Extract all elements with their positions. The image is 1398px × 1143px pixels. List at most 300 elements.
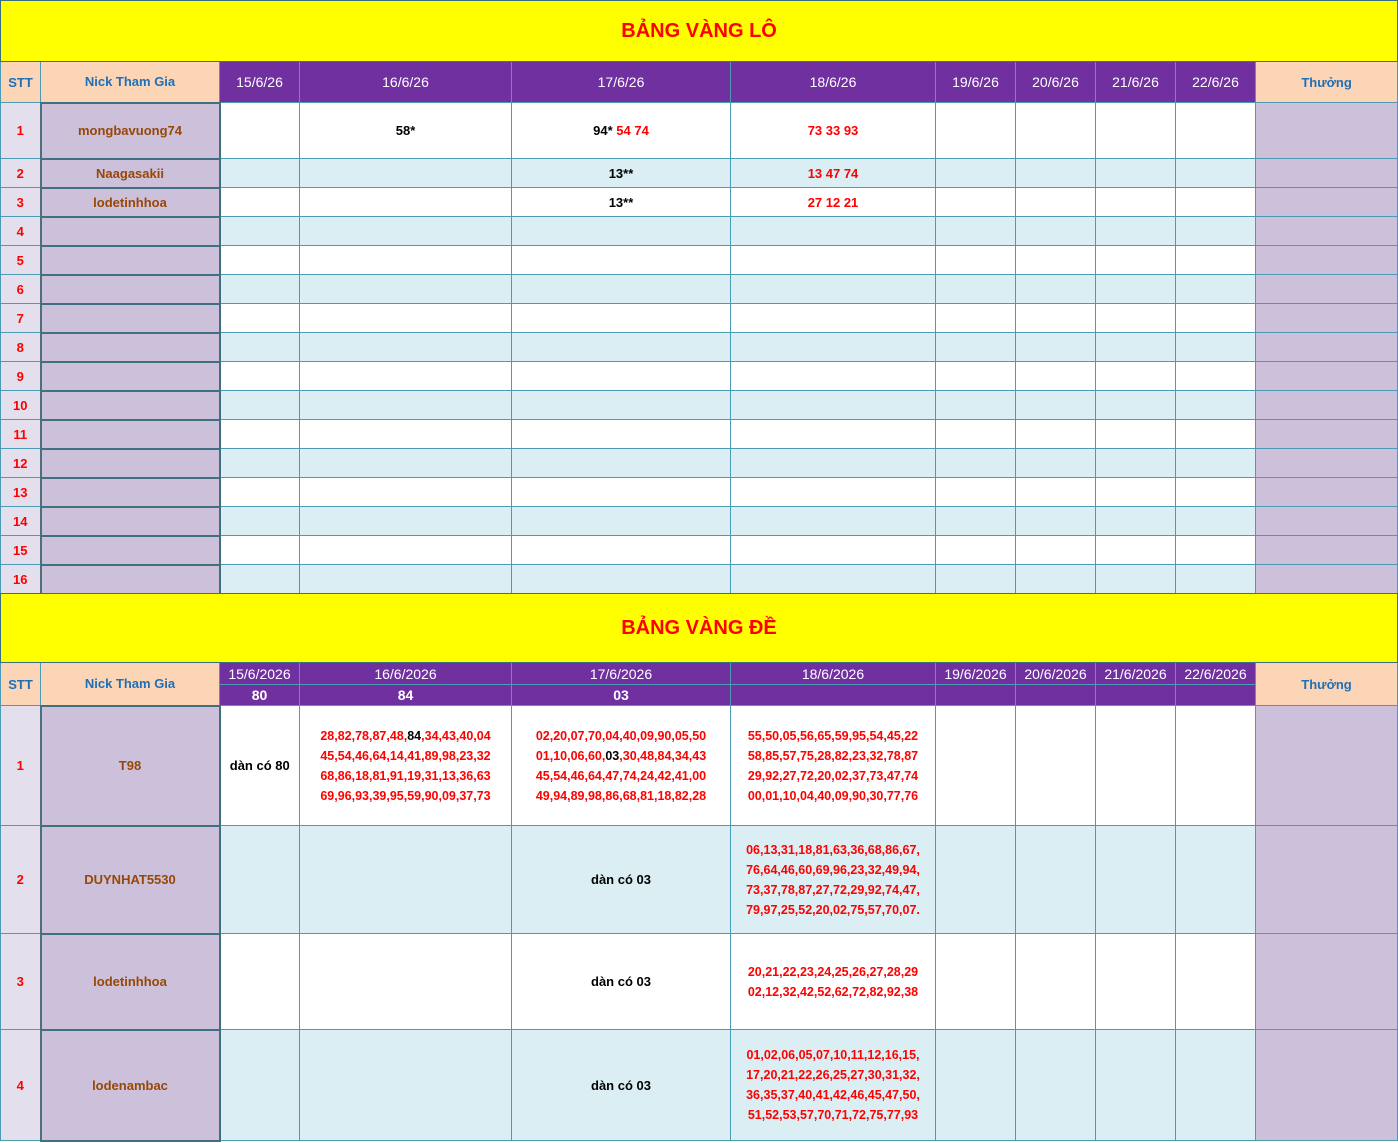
pick-cell bbox=[1016, 706, 1096, 826]
de-row bbox=[1, 706, 1398, 826]
lo-row bbox=[1, 478, 1398, 507]
result-cell bbox=[1176, 685, 1256, 706]
pick-cell bbox=[1176, 706, 1256, 826]
de-header-row bbox=[1, 663, 1398, 685]
pick-cell bbox=[731, 507, 936, 536]
stt-cell: 10 bbox=[1, 391, 41, 420]
nick-header: Nick Tham Gia bbox=[41, 663, 220, 706]
pick-cell bbox=[1176, 420, 1256, 449]
pick-cell bbox=[731, 420, 936, 449]
pick-cell bbox=[300, 478, 512, 507]
pick-cell bbox=[1016, 103, 1096, 159]
stt-cell: 4 bbox=[1, 217, 41, 246]
reward-cell bbox=[1256, 188, 1398, 217]
result-cell bbox=[1096, 685, 1176, 706]
date-header: 17/6/2026 bbox=[512, 663, 731, 685]
pick-cell bbox=[512, 478, 731, 507]
pick-cell bbox=[936, 536, 1016, 565]
pick-cell bbox=[300, 362, 512, 391]
reward-cell bbox=[1256, 333, 1398, 362]
reward-cell bbox=[1256, 934, 1398, 1030]
lo-row bbox=[1, 507, 1398, 536]
stt-cell: 16 bbox=[1, 565, 41, 594]
pick-cell bbox=[512, 565, 731, 594]
pick-cell bbox=[1176, 362, 1256, 391]
reward-cell bbox=[1256, 536, 1398, 565]
number-line: 73,37,78,87,27,72,29,92,74,47, bbox=[746, 882, 920, 897]
lo-row bbox=[1, 275, 1398, 304]
pick-cell bbox=[220, 449, 300, 478]
stt-cell: 12 bbox=[1, 449, 41, 478]
pick-cell bbox=[1016, 934, 1096, 1030]
stt-cell: 1 bbox=[1, 706, 41, 826]
pick-cell bbox=[1016, 304, 1096, 333]
lo-row bbox=[1, 565, 1398, 594]
pick-cell bbox=[936, 826, 1016, 934]
pick-cell bbox=[300, 826, 512, 934]
nick-cell bbox=[41, 507, 220, 536]
pick-cell bbox=[220, 826, 300, 934]
pick-cell bbox=[1096, 449, 1176, 478]
number-line: 79,97,25,52,20,02,75,57,70,07. bbox=[746, 902, 920, 917]
pick-cell bbox=[300, 246, 512, 275]
date-header: 20/6/26 bbox=[1016, 62, 1096, 103]
number-set-cell bbox=[300, 706, 512, 826]
de-table-title: BẢNG VÀNG ĐỀ bbox=[1, 594, 1398, 663]
pick-cell bbox=[220, 1030, 300, 1141]
pick-cell bbox=[1016, 1030, 1096, 1141]
pick-cell bbox=[512, 217, 731, 246]
reward-cell bbox=[1256, 478, 1398, 507]
nick-cell bbox=[41, 420, 220, 449]
number-line: 06,13,31,18,81,63,36,68,86,67, bbox=[746, 842, 920, 857]
pick-cell bbox=[220, 391, 300, 420]
reward-cell bbox=[1256, 217, 1398, 246]
pick-cell bbox=[731, 217, 936, 246]
number-line: 17,20,21,22,26,25,27,30,31,32, bbox=[746, 1068, 920, 1082]
stt-cell: 2 bbox=[1, 159, 41, 188]
pick-cell bbox=[300, 536, 512, 565]
pick-cell bbox=[300, 217, 512, 246]
pick-cell bbox=[936, 103, 1016, 159]
pick-cell bbox=[1176, 507, 1256, 536]
pick-cell bbox=[1096, 188, 1176, 217]
pick-cell bbox=[1096, 362, 1176, 391]
nick-cell: Naagasakii bbox=[41, 159, 220, 188]
pick-cell bbox=[512, 304, 731, 333]
stt-cell: 13 bbox=[1, 478, 41, 507]
pick-cell bbox=[300, 507, 512, 536]
pick-cell bbox=[936, 246, 1016, 275]
date-header: 15/6/26 bbox=[220, 62, 300, 103]
pick-cell bbox=[731, 304, 936, 333]
stt-cell: 1 bbox=[1, 103, 41, 159]
pick-cell bbox=[731, 478, 936, 507]
pick-cell bbox=[936, 217, 1016, 246]
pick-cell bbox=[220, 478, 300, 507]
stt-cell: 5 bbox=[1, 246, 41, 275]
number-set-cell bbox=[731, 826, 936, 934]
pick-cell bbox=[1096, 507, 1176, 536]
number-line: 02,20,07,70,04,40,09,90,05,50 bbox=[535, 728, 707, 743]
number-line: 51,52,53,57,70,71,72,75,77,93 bbox=[747, 1108, 919, 1122]
stt-cell: 6 bbox=[1, 275, 41, 304]
pick-cell bbox=[936, 304, 1016, 333]
pick-cell bbox=[1176, 449, 1256, 478]
date-header: 21/6/26 bbox=[1096, 62, 1176, 103]
pick-cell: 27 12 21 bbox=[731, 188, 936, 217]
date-header: 22/6/2026 bbox=[1176, 663, 1256, 685]
nick-cell: lodenambac bbox=[41, 1030, 220, 1141]
pick-cell bbox=[1016, 420, 1096, 449]
date-header: 21/6/2026 bbox=[1096, 663, 1176, 685]
pick-cell bbox=[300, 1030, 512, 1141]
pick-cell bbox=[220, 246, 300, 275]
number-line: 58,85,57,75,28,82,23,32,78,87 bbox=[747, 748, 919, 763]
pick-cell bbox=[1176, 478, 1256, 507]
number-line: 76,64,46,60,69,96,23,32,49,94, bbox=[746, 862, 920, 877]
reward-cell bbox=[1256, 159, 1398, 188]
pick-cell bbox=[220, 362, 300, 391]
de-row bbox=[1, 1030, 1398, 1141]
number-line bbox=[512, 746, 730, 766]
reward-cell bbox=[1256, 304, 1398, 333]
result-cell bbox=[731, 685, 936, 706]
pick-cell bbox=[1176, 103, 1256, 159]
result-cell: 80 bbox=[220, 685, 300, 706]
nick-cell bbox=[41, 275, 220, 304]
lo-row bbox=[1, 362, 1398, 391]
pick-cell bbox=[731, 275, 936, 304]
pick-cell bbox=[1176, 275, 1256, 304]
number-line: 00,01,10,04,40,09,90,30,77,76 bbox=[747, 788, 919, 803]
reward-cell bbox=[1256, 391, 1398, 420]
reward-cell bbox=[1256, 246, 1398, 275]
pick-cell bbox=[220, 333, 300, 362]
pick-cell bbox=[1176, 826, 1256, 934]
pick-black: 94* bbox=[593, 123, 613, 138]
de-table bbox=[0, 593, 1398, 1142]
stt-cell: 11 bbox=[1, 420, 41, 449]
date-header: 22/6/26 bbox=[1176, 62, 1256, 103]
pick-cell bbox=[1016, 449, 1096, 478]
pick-cell bbox=[731, 391, 936, 420]
stt-cell: 15 bbox=[1, 536, 41, 565]
stt-cell: 3 bbox=[1, 188, 41, 217]
pick-cell bbox=[731, 536, 936, 565]
pick-cell bbox=[1096, 536, 1176, 565]
pick-cell bbox=[1176, 565, 1256, 594]
reward-cell bbox=[1256, 507, 1398, 536]
pick-cell bbox=[1096, 103, 1176, 159]
pick-cell bbox=[220, 217, 300, 246]
pick-cell bbox=[1096, 1030, 1176, 1141]
pick-cell bbox=[300, 391, 512, 420]
stt-cell: 2 bbox=[1, 826, 41, 934]
pick-cell bbox=[512, 507, 731, 536]
pick-cell bbox=[300, 304, 512, 333]
nick-cell bbox=[41, 246, 220, 275]
number-set-cell bbox=[731, 934, 936, 1030]
lo-row bbox=[1, 246, 1398, 275]
pick-cell bbox=[1096, 304, 1176, 333]
date-header: 17/6/26 bbox=[512, 62, 731, 103]
pick-cell: dàn có 03 bbox=[512, 826, 731, 934]
pick-cell bbox=[300, 565, 512, 594]
nick-cell: lodetinhhoa bbox=[41, 188, 220, 217]
nick-cell bbox=[41, 565, 220, 594]
number-line: 45,54,46,64,14,41,89,98,23,32 bbox=[320, 748, 491, 763]
pick-cell bbox=[220, 103, 300, 159]
pick-cell: 58* bbox=[300, 103, 512, 159]
result-cell bbox=[936, 685, 1016, 706]
stt-cell: 9 bbox=[1, 362, 41, 391]
pick-cell bbox=[936, 159, 1016, 188]
pick-cell bbox=[936, 188, 1016, 217]
nick-cell bbox=[41, 304, 220, 333]
pick-cell bbox=[936, 275, 1016, 304]
lo-row bbox=[1, 333, 1398, 362]
pick-cell bbox=[220, 507, 300, 536]
pick-cell bbox=[1176, 1030, 1256, 1141]
nick-cell: lodetinhhoa bbox=[41, 934, 220, 1030]
de-row bbox=[1, 826, 1398, 934]
pick-cell bbox=[1096, 478, 1176, 507]
stt-cell: 8 bbox=[1, 333, 41, 362]
stt-header: STT bbox=[1, 62, 41, 103]
pick-cell bbox=[936, 507, 1016, 536]
pick-cell bbox=[220, 565, 300, 594]
reward-cell bbox=[1256, 362, 1398, 391]
lo-row bbox=[1, 159, 1398, 188]
pick-cell bbox=[936, 565, 1016, 594]
pick-cell bbox=[512, 391, 731, 420]
lo-row bbox=[1, 103, 1398, 159]
date-header: 16/6/26 bbox=[300, 62, 512, 103]
pick-cell bbox=[300, 333, 512, 362]
nick-cell bbox=[41, 217, 220, 246]
stt-cell: 4 bbox=[1, 1030, 41, 1141]
pick-cell bbox=[512, 246, 731, 275]
number-text: 01,10,06,60, bbox=[535, 748, 606, 763]
pick-cell bbox=[1016, 275, 1096, 304]
nick-cell bbox=[41, 478, 220, 507]
pick-cell bbox=[1096, 826, 1176, 934]
pick-cell bbox=[220, 934, 300, 1030]
lo-row bbox=[1, 391, 1398, 420]
stt-header: STT bbox=[1, 663, 41, 706]
pick-cell bbox=[1096, 565, 1176, 594]
pick-cell bbox=[936, 706, 1016, 826]
pick-cell bbox=[1016, 217, 1096, 246]
pick-cell bbox=[1016, 826, 1096, 934]
pick-cell bbox=[512, 362, 731, 391]
stt-cell: 3 bbox=[1, 934, 41, 1030]
lo-row bbox=[1, 188, 1398, 217]
pick-cell bbox=[300, 934, 512, 1030]
reward-cell bbox=[1256, 706, 1398, 826]
pick-cell bbox=[220, 536, 300, 565]
pick-cell bbox=[1016, 246, 1096, 275]
number-set-cell bbox=[512, 706, 731, 826]
number-set-cell bbox=[731, 706, 936, 826]
result-cell bbox=[1016, 685, 1096, 706]
pick-cell: 13** bbox=[512, 188, 731, 217]
number-line: 68,86,18,81,91,19,31,13,36,63 bbox=[320, 768, 491, 783]
pick-cell bbox=[1096, 217, 1176, 246]
number-set-cell bbox=[731, 1030, 936, 1141]
lo-row bbox=[1, 217, 1398, 246]
pick-cell bbox=[936, 420, 1016, 449]
pick-cell bbox=[300, 449, 512, 478]
pick-cell bbox=[1176, 217, 1256, 246]
pick-cell bbox=[512, 103, 731, 159]
pick-cell bbox=[1016, 159, 1096, 188]
pick-cell bbox=[1176, 188, 1256, 217]
number-line: 55,50,05,56,65,59,95,54,45,22 bbox=[747, 728, 919, 743]
nick-cell bbox=[41, 449, 220, 478]
pick-cell bbox=[1016, 478, 1096, 507]
pick-red: 54 74 bbox=[612, 123, 649, 138]
pick-cell: dàn có 80 bbox=[220, 706, 300, 826]
pick-cell bbox=[1016, 188, 1096, 217]
pick-cell bbox=[936, 478, 1016, 507]
number-text: ,34,43,40,04 bbox=[421, 728, 491, 743]
pick-cell bbox=[512, 536, 731, 565]
date-header: 16/6/2026 bbox=[300, 663, 512, 685]
number-line: 69,96,93,39,95,59,90,09,37,73 bbox=[320, 788, 491, 803]
pick-cell bbox=[731, 246, 936, 275]
pick-cell bbox=[731, 362, 936, 391]
number-text: ,30,48,84,34,43 bbox=[619, 748, 707, 763]
pick-cell bbox=[300, 159, 512, 188]
stt-cell: 7 bbox=[1, 304, 41, 333]
date-header: 15/6/2026 bbox=[220, 663, 300, 685]
pick-cell bbox=[300, 420, 512, 449]
pick-cell bbox=[1096, 246, 1176, 275]
de-row bbox=[1, 934, 1398, 1030]
reward-cell bbox=[1256, 275, 1398, 304]
pick-cell bbox=[1176, 246, 1256, 275]
pick-cell bbox=[512, 333, 731, 362]
lo-row bbox=[1, 420, 1398, 449]
pick-cell bbox=[512, 275, 731, 304]
pick-cell bbox=[731, 333, 936, 362]
pick-cell bbox=[1176, 934, 1256, 1030]
lo-header-row bbox=[1, 62, 1398, 103]
hit-number: 03 bbox=[605, 748, 620, 763]
number-line: 02,12,32,42,52,62,72,82,92,38 bbox=[747, 984, 919, 999]
pick-cell bbox=[512, 449, 731, 478]
hit-number: 84 bbox=[407, 728, 422, 743]
pick-cell bbox=[1016, 362, 1096, 391]
result-cell: 84 bbox=[300, 685, 512, 706]
reward-cell bbox=[1256, 565, 1398, 594]
lo-table-title: BẢNG VÀNG LÔ bbox=[1, 1, 1398, 62]
reward-header: Thưởng bbox=[1256, 663, 1398, 706]
lo-row bbox=[1, 304, 1398, 333]
number-text: 28,82,78,87,48, bbox=[320, 728, 408, 743]
pick-cell: 73 33 93 bbox=[731, 103, 936, 159]
pick-cell: dàn có 03 bbox=[512, 934, 731, 1030]
nick-cell bbox=[41, 333, 220, 362]
pick-cell bbox=[300, 275, 512, 304]
pick-cell bbox=[1016, 333, 1096, 362]
pick-cell bbox=[220, 159, 300, 188]
pick-cell bbox=[731, 449, 936, 478]
date-header: 19/6/2026 bbox=[936, 663, 1016, 685]
number-line: 45,54,46,64,47,74,24,42,41,00 bbox=[535, 768, 707, 783]
result-cell: 03 bbox=[512, 685, 731, 706]
pick-cell bbox=[1016, 391, 1096, 420]
lo-row bbox=[1, 536, 1398, 565]
date-header: 19/6/26 bbox=[936, 62, 1016, 103]
pick-cell bbox=[1176, 391, 1256, 420]
number-line: 20,21,22,23,24,25,26,27,28,29 bbox=[747, 964, 919, 979]
nick-cell bbox=[41, 362, 220, 391]
pick-cell bbox=[220, 420, 300, 449]
date-header: 18/6/2026 bbox=[731, 663, 936, 685]
pick-cell bbox=[731, 565, 936, 594]
stt-cell: 14 bbox=[1, 507, 41, 536]
pick-cell: 13** bbox=[512, 159, 731, 188]
number-line: 49,94,89,98,86,68,81,18,82,28 bbox=[535, 788, 707, 803]
pick-cell bbox=[220, 188, 300, 217]
pick-cell: 13 47 74 bbox=[731, 159, 936, 188]
reward-cell bbox=[1256, 420, 1398, 449]
reward-cell bbox=[1256, 103, 1398, 159]
pick-cell bbox=[1096, 159, 1176, 188]
nick-header: Nick Tham Gia bbox=[41, 62, 220, 103]
pick-cell bbox=[936, 1030, 1016, 1141]
pick-cell bbox=[1016, 507, 1096, 536]
nick-cell: DUYNHAT5530 bbox=[41, 826, 220, 934]
pick-cell bbox=[220, 304, 300, 333]
pick-cell bbox=[1096, 934, 1176, 1030]
nick-cell bbox=[41, 391, 220, 420]
pick-cell bbox=[936, 449, 1016, 478]
number-line: 01,02,06,05,07,10,11,12,16,15, bbox=[746, 1048, 920, 1062]
pick-cell bbox=[1096, 275, 1176, 304]
pick-cell bbox=[1016, 536, 1096, 565]
lo-row bbox=[1, 449, 1398, 478]
pick-cell bbox=[1096, 333, 1176, 362]
reward-cell bbox=[1256, 449, 1398, 478]
pick-cell bbox=[1096, 391, 1176, 420]
reward-cell bbox=[1256, 826, 1398, 934]
reward-cell bbox=[1256, 1030, 1398, 1141]
pick-cell bbox=[512, 420, 731, 449]
pick-cell bbox=[936, 362, 1016, 391]
number-line: 29,92,27,72,20,02,37,73,47,74 bbox=[747, 768, 919, 783]
pick-cell bbox=[1176, 159, 1256, 188]
pick-cell bbox=[1096, 420, 1176, 449]
number-line bbox=[300, 726, 511, 746]
reward-header: Thưởng bbox=[1256, 62, 1398, 103]
pick-cell bbox=[1176, 536, 1256, 565]
pick-cell bbox=[1176, 304, 1256, 333]
pick-cell bbox=[936, 934, 1016, 1030]
nick-cell: T98 bbox=[41, 706, 220, 826]
pick-cell bbox=[1016, 565, 1096, 594]
pick-cell bbox=[300, 188, 512, 217]
pick-cell bbox=[1096, 706, 1176, 826]
pick-cell bbox=[220, 275, 300, 304]
pick-cell bbox=[936, 391, 1016, 420]
pick-cell bbox=[1176, 333, 1256, 362]
date-header: 18/6/26 bbox=[731, 62, 936, 103]
number-line: 36,35,37,40,41,42,46,45,47,50, bbox=[746, 1088, 920, 1102]
